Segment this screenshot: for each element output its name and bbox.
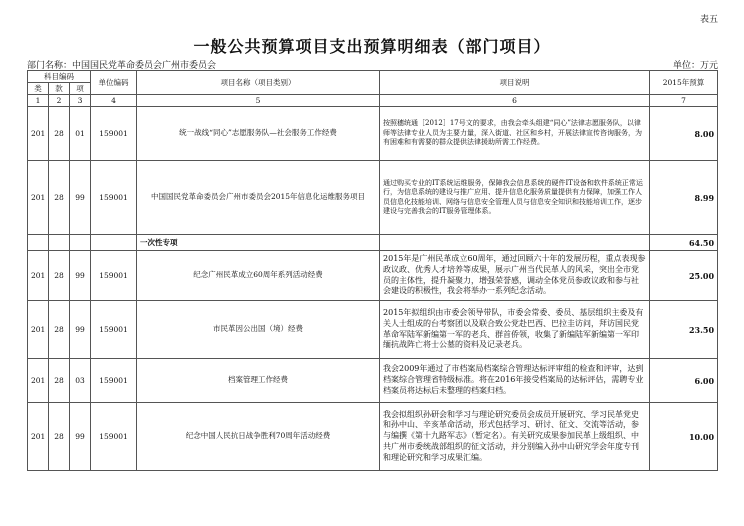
cell-amount: 8.99 bbox=[650, 161, 718, 235]
cell-kuan: 28 bbox=[49, 107, 70, 161]
header-unit-code: 单位编码 bbox=[91, 71, 137, 95]
cell-project-name: 中国国民党革命委员会广州市委员会2015年信息化运维服务项目 bbox=[137, 161, 380, 235]
cell-project-name: 市民革因公出国（境）经费 bbox=[137, 301, 380, 359]
cell-xiang: 03 bbox=[70, 359, 91, 403]
table-row bbox=[28, 107, 718, 161]
cell-kuan: 28 bbox=[49, 251, 70, 301]
cell-lei: 201 bbox=[28, 301, 49, 359]
col-number: 4 bbox=[91, 95, 137, 107]
cell-unit-code: 159001 bbox=[91, 161, 137, 235]
cell-project-name: 统一战线“同心”志愿服务队—社会服务工作经费 bbox=[137, 107, 380, 161]
col-number: 1 bbox=[28, 95, 49, 107]
col-number: 6 bbox=[380, 95, 650, 107]
cell-unit-code: 159001 bbox=[91, 251, 137, 301]
cell-description: 我会拟组织孙研会和学习与理论研究委员会成员开展研究、学习民革党史和孙中山、辛亥革命活动，形式包括学习、研讨、征文、交流等活动，参与编撰《第十九路军志》（暂定名）。有关研究成果参加民革上级组织、中共广州市委统战部组织的征文活动，并分别编入孙中山研究学会年度专刊和理论研究和学习成果汇编。 bbox=[380, 403, 650, 471]
cell-kuan: 28 bbox=[49, 403, 70, 471]
cell-xiang: 99 bbox=[70, 251, 91, 301]
col-number: 5 bbox=[137, 95, 380, 107]
cell-description: 通过购买专业的IT系统运维服务，保障我会信息系统的硬件IT设备和软件系统正常运行，为信息系统的建设与推广应用、提升信息化服务质量提供有力保障，加强工作人员信息化技能培训、网络与信息安全管理人员与信息安全知识和技能培训工作，逐步建设与完善我会的IT服务管理体系。 bbox=[380, 161, 650, 235]
cell-lei: 201 bbox=[28, 251, 49, 301]
table-row bbox=[28, 161, 718, 235]
header-description: 项目说明 bbox=[380, 71, 650, 95]
cell-project-name: 纪念广州民革成立60周年系列活动经费 bbox=[137, 251, 380, 301]
cell-amount: 6.00 bbox=[650, 359, 718, 403]
cell-xiang: 99 bbox=[70, 403, 91, 471]
header-budget: 2015年预算 bbox=[650, 71, 718, 95]
cell-project-name: 纪念中国人民抗日战争胜利70周年活动经费 bbox=[137, 403, 380, 471]
cell-description: 我会2009年通过了市档案局档案综合管理达标评审组的检查和评审，达到档案综合管理省特级标准。将在2016年接受档案局的达标评估，需聘专业档案员将达标后未整理的档案归档。 bbox=[380, 359, 650, 403]
cell-amount: 25.00 bbox=[650, 251, 718, 301]
budget-table bbox=[27, 70, 718, 471]
cell-amount: 10.00 bbox=[650, 403, 718, 471]
col-number: 3 bbox=[70, 95, 91, 107]
cell-lei: 201 bbox=[28, 403, 49, 471]
cell-kuan: 28 bbox=[49, 359, 70, 403]
cell-kuan: 28 bbox=[49, 161, 70, 235]
cell-kuan: 28 bbox=[49, 301, 70, 359]
cell-amount: 8.00 bbox=[650, 107, 718, 161]
col-number: 2 bbox=[49, 95, 70, 107]
cell-description: 2015年拟组织由市委会领导带队，市委会常委、委员、基层组织主委及有关人士组成的台考察团以及联合致公党赴巴西、巴拉圭访问，拜访国民党革命军陆军新编第一军的老兵、群首侨领，收集了新编陆军新编第一军印缅抗战阵亡将士公墓的资料及记录老兵。 bbox=[380, 301, 650, 359]
cell-xiang: 01 bbox=[70, 107, 91, 161]
section-amount: 64.50 bbox=[650, 235, 718, 251]
page-title: 一般公共预算项目支出预算明细表（部门项目） bbox=[193, 37, 551, 56]
cell-unit-code: 159001 bbox=[91, 403, 137, 471]
table-row bbox=[28, 403, 718, 471]
col-number: 7 bbox=[650, 95, 718, 107]
header-project-name: 项目名称（项目类别） bbox=[137, 71, 380, 95]
header-lei: 类 bbox=[28, 83, 49, 95]
department-label: 部门名称：中国国民党革命委员会广州市委员会 bbox=[27, 61, 217, 71]
cell-amount: 23.50 bbox=[650, 301, 718, 359]
cell-lei: 201 bbox=[28, 161, 49, 235]
unit-label: 单位：万元 bbox=[672, 61, 718, 71]
table-row bbox=[28, 251, 718, 301]
table-row bbox=[28, 301, 718, 359]
header-subject-code: 科目编码 bbox=[28, 71, 91, 83]
cell-description: 按照穗统通［2012］17号文的要求，由我会牵头组建“同心”法律志愿服务队，以律师等法律专业人员为主要力量，深入街道、社区和乡村，开展法律宣传咨询服务，为有困难和有需要的群众提供法律援助所需工作经费。 bbox=[380, 107, 650, 161]
cell-unit-code: 159001 bbox=[91, 359, 137, 403]
cell-unit-code: 159001 bbox=[91, 301, 137, 359]
cell-description: 2015年是广州民革成立60周年，通过回顾六十年的发展历程，重点表现参政议政、优秀人才培养等成果，展示广州当代民革人的风采，突出全市党员的主体性，提升凝聚力，增强荣誉感，调动全体党员参政议政和参与社会建设的积极性，我会将举办一系列纪念活动。 bbox=[380, 251, 650, 301]
cell-xiang: 99 bbox=[70, 161, 91, 235]
table-row bbox=[28, 359, 718, 403]
cell-lei: 201 bbox=[28, 359, 49, 403]
cell-project-name: 档案管理工作经费 bbox=[137, 359, 380, 403]
cell-xiang: 99 bbox=[70, 301, 91, 359]
header-xiang: 项 bbox=[70, 83, 91, 95]
cell-unit-code: 159001 bbox=[91, 107, 137, 161]
cell-lei: 201 bbox=[28, 107, 49, 161]
section-label: 一次性专项 bbox=[137, 235, 380, 251]
header-kuan: 款 bbox=[49, 83, 70, 95]
section-row bbox=[28, 235, 718, 251]
page-mark: 表五 bbox=[699, 15, 718, 25]
